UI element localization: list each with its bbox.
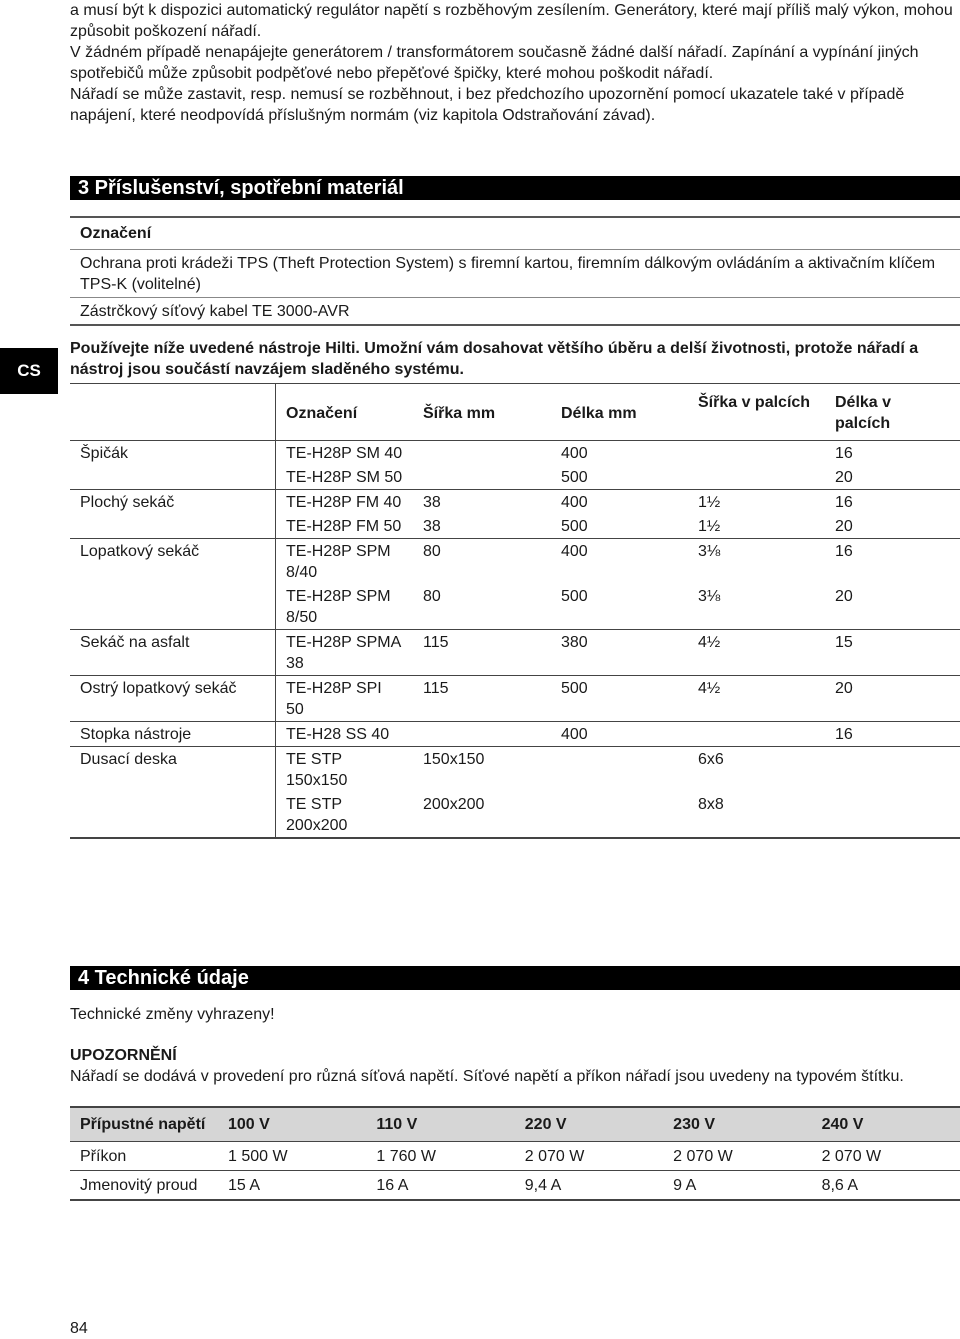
- tools-row: [70, 584, 960, 630]
- tool-cell: 400: [551, 722, 688, 747]
- tech-header-cell: 240 V: [812, 1107, 960, 1142]
- tool-cell: TE-H28P SPMA 38: [276, 630, 414, 676]
- tool-name: [70, 792, 276, 838]
- tool-cell: 20: [835, 469, 853, 486]
- tool-cell: TE-H28P SPI 50: [276, 676, 414, 722]
- tool-name: [70, 514, 276, 539]
- tool-cell: 16: [825, 722, 960, 747]
- accessories-table: [70, 216, 960, 326]
- tool-cell: TE-H28P SM 40: [276, 441, 414, 466]
- tools-row: [70, 539, 960, 585]
- tech-cell: 9,4 A: [515, 1171, 663, 1201]
- tool-cell: [825, 747, 960, 793]
- tool-cell: 80: [423, 588, 441, 605]
- tool-cell: 400: [551, 539, 688, 585]
- tool-name: Sekáč na asfalt: [70, 630, 276, 676]
- tech-header-cell: 220 V: [515, 1107, 663, 1142]
- tech-cell: 9 A: [663, 1171, 811, 1201]
- tool-cell: 1½: [698, 518, 721, 535]
- tool-cell: [688, 441, 825, 466]
- tool-cell: 4½: [688, 676, 825, 722]
- tech-header-cell: Přípustné napětí: [70, 1107, 218, 1142]
- accessory-row: Ochrana proti krádeži TPS (Theft Protection System) s firemní kartou, firemním dálkovým ovládáním a aktivačním klíčem TPS-K (volitelné): [70, 250, 960, 298]
- tool-cell: 3⅛: [698, 588, 721, 605]
- tech-cell: 1 760 W: [366, 1142, 514, 1171]
- tool-cell: [413, 465, 551, 490]
- tools-table: [70, 383, 960, 839]
- tool-cell: 4½: [688, 630, 825, 676]
- tool-cell: TE-H28P FM 50: [276, 514, 414, 539]
- accessory-row: Zástrčkový síťový kabel TE 3000-AVR: [70, 298, 960, 326]
- intro-line: a musí být k dispozici automatický regulátor napětí s rozběhovým zesílením. Generátory, které mají příliš malý výkon, mohou způsobit poškození nářadí.: [70, 2, 953, 40]
- tool-cell: TE STP 150x150: [276, 747, 414, 793]
- tech-cell: 8,6 A: [812, 1171, 960, 1201]
- tech-cell: 2 070 W: [812, 1142, 960, 1171]
- accessories-header: Označení: [70, 217, 960, 250]
- tools-header-cell: Délka mm: [551, 384, 688, 441]
- tool-cell: 115: [413, 630, 551, 676]
- tool-cell: 16: [835, 445, 853, 462]
- tool-name: Plochý sekáč: [70, 490, 276, 515]
- tools-header-cell: Šířka mm: [413, 384, 551, 441]
- tool-name: [70, 465, 276, 490]
- tool-cell: [551, 747, 688, 793]
- tool-cell: [413, 722, 551, 747]
- page-number: 84: [70, 1320, 88, 1337]
- tools-header-cell: Délka v palcích: [825, 384, 960, 441]
- tech-cell: Příkon: [70, 1142, 218, 1171]
- tools-note: Používejte níže uvedené nástroje Hilti. Umožní vám dosahovat většího úběru a delší životnosti, protože nářadí a nástroj jsou součástí navzájem sladěného systému.: [70, 340, 919, 378]
- tech-header-cell: 230 V: [663, 1107, 811, 1142]
- tool-cell: [825, 792, 960, 838]
- tool-cell: 8x8: [688, 792, 825, 838]
- tool-cell: 500: [561, 588, 588, 605]
- tool-cell: TE STP 200x200: [276, 792, 414, 838]
- tool-cell: 380: [551, 630, 688, 676]
- warning-text: Nářadí se dodává v provedení pro různá síťová napětí. Síťové napětí a příkon nářadí jsou uvedeny na typovém štítku.: [70, 1068, 904, 1085]
- intro-line: Nářadí se může zastavit, resp. nemusí se rozběhnout, i bez předchozího upozornění pomocí ukazatele také v případě napájení, které neodpovídá příslušným normám (viz kapitola Odstraňování závad).: [70, 86, 905, 124]
- tech-cell: 16 A: [366, 1171, 514, 1201]
- tools-row: [70, 465, 960, 490]
- tool-cell: 20: [835, 588, 853, 605]
- warning-title: UPOZORNĚNÍ: [70, 1047, 177, 1064]
- tools-header-cell: Šířka v palcích: [688, 384, 825, 441]
- section-4-heading: 4 Technické údaje: [70, 966, 960, 990]
- tool-cell: 500: [561, 518, 588, 535]
- tech-header-cell: 100 V: [218, 1107, 366, 1142]
- tool-cell: 500: [551, 676, 688, 722]
- tech-header-cell: 110 V: [366, 1107, 514, 1142]
- intro-line: V žádném případě nenapájejte generátorem / transformátorem současně žádné další nářadí. Zapínání a vypínání jiných spotřebičů může způsobit podpěťové nebo přepěťové špičky, které mohou poškodit nářadí.: [70, 44, 919, 82]
- intro-text: [70, 0, 960, 126]
- tool-name: Špičák: [80, 445, 129, 462]
- tool-cell: TE-H28P SM 50: [276, 465, 414, 490]
- tool-cell: [413, 441, 551, 466]
- tool-cell: 38: [423, 518, 441, 535]
- tool-cell: 16: [825, 539, 960, 585]
- tech-cell: 1 500 W: [218, 1142, 366, 1171]
- tool-cell: 400: [551, 490, 688, 515]
- tools-row: [70, 722, 960, 747]
- technical-changes-note: Technické změny vyhrazeny!: [70, 1006, 275, 1023]
- tool-cell: 15: [825, 630, 960, 676]
- tool-cell: 115: [413, 676, 551, 722]
- tool-cell: TE-H28P SPM 8/50: [276, 584, 414, 630]
- tool-cell: 200x200: [413, 792, 551, 838]
- tech-row-current: [70, 1171, 960, 1201]
- tool-cell: 1½: [688, 490, 825, 515]
- tool-cell: 20: [835, 518, 853, 535]
- technical-data-table: [70, 1106, 960, 1201]
- tool-cell: 400: [561, 445, 588, 462]
- tool-name: Dusací deska: [70, 747, 276, 793]
- tool-cell: TE-H28 SS 40: [276, 722, 414, 747]
- tech-row-power: [70, 1142, 960, 1171]
- language-tab: CS: [0, 348, 58, 394]
- tools-header-cell: [70, 384, 276, 441]
- tool-name: Ostrý lopatkový sekáč: [70, 676, 276, 722]
- tool-cell: 6x6: [688, 747, 825, 793]
- tool-cell: 3⅛: [688, 539, 825, 585]
- tech-cell: Jmenovitý proud: [70, 1171, 218, 1201]
- tool-cell: 500: [561, 469, 588, 486]
- tool-cell: TE-H28P FM 40: [276, 490, 414, 515]
- tech-cell: 2 070 W: [515, 1142, 663, 1171]
- tech-cell: 15 A: [218, 1171, 366, 1201]
- tool-name: Stopka nástroje: [70, 722, 276, 747]
- tech-header-row: [70, 1107, 960, 1142]
- tool-cell: 80: [413, 539, 551, 585]
- tools-row: [70, 490, 960, 515]
- section-3-heading: 3 Příslušenství, spotřební materiál: [70, 176, 960, 200]
- tools-row: [70, 792, 960, 838]
- tech-cell: 2 070 W: [663, 1142, 811, 1171]
- tool-cell: TE-H28P SPM 8/40: [276, 539, 414, 585]
- tool-cell: 20: [825, 676, 960, 722]
- tool-cell: 150x150: [413, 747, 551, 793]
- tool-name: [70, 584, 276, 630]
- tools-row: [70, 630, 960, 676]
- tool-name: Lopatkový sekáč: [70, 539, 276, 585]
- tools-row: [70, 676, 960, 722]
- tool-cell: [551, 792, 688, 838]
- tools-header-row: [70, 384, 960, 441]
- tool-cell: [688, 722, 825, 747]
- tool-cell: 38: [413, 490, 551, 515]
- tool-cell: [688, 465, 825, 490]
- tools-row: [70, 514, 960, 539]
- tools-row: [70, 441, 960, 466]
- tools-row: [70, 747, 960, 793]
- tool-cell: 16: [825, 490, 960, 515]
- tools-header-cell: Označení: [276, 384, 414, 441]
